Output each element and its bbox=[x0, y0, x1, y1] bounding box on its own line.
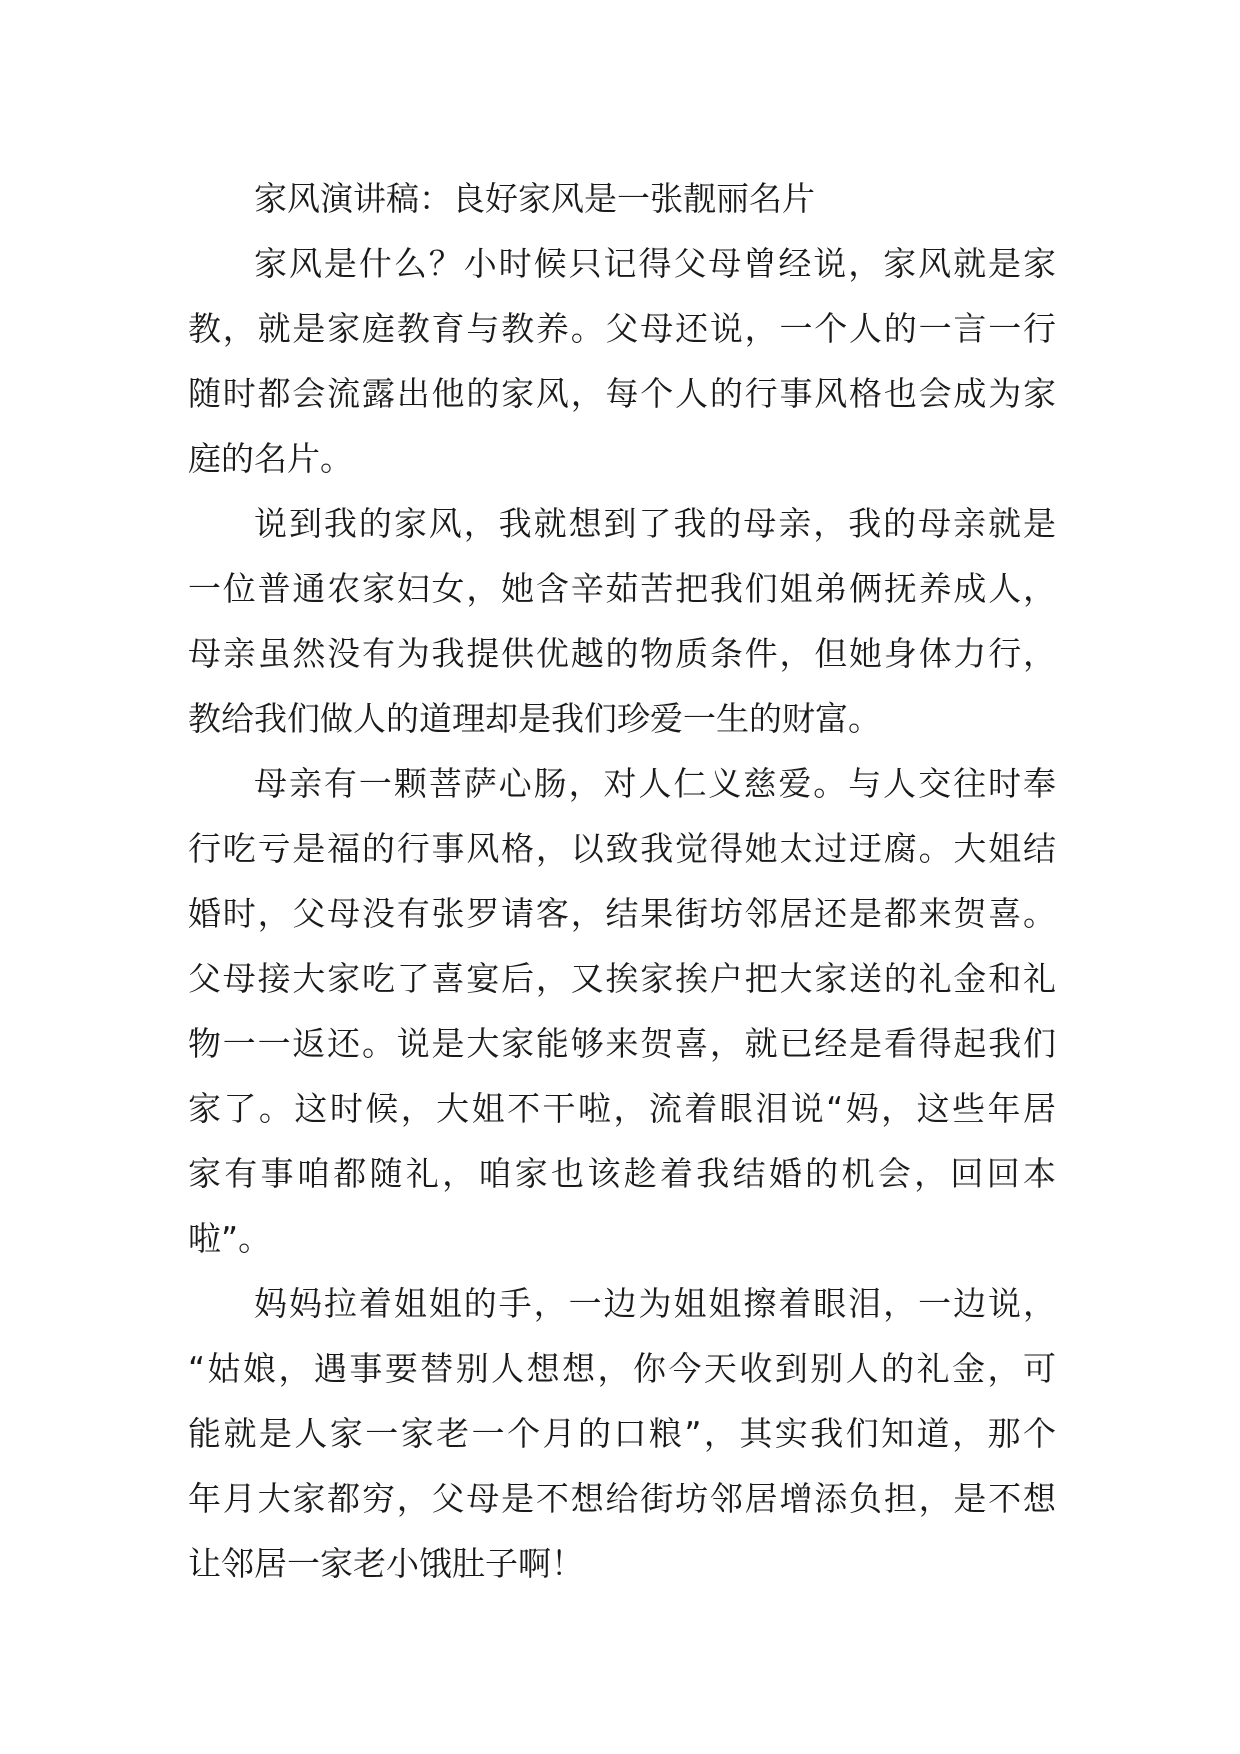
paragraph-line: 家了。这时候，大姐不干啦，流着眼泪说“妈，这些年居 bbox=[188, 1089, 1056, 1128]
paragraph-line: 家风是什么？小时候只记得父母曾经说，家风就是家 bbox=[254, 244, 1056, 283]
paragraph-line: “姑娘，遇事要替别人想想，你今天收到别人的礼金，可 bbox=[188, 1349, 1056, 1388]
paragraph-line: 说到我的家风，我就想到了我的母亲，我的母亲就是 bbox=[254, 504, 1056, 543]
paragraph-line: 物一一返还。说是大家能够来贺喜，就已经是看得起我们 bbox=[188, 1024, 1056, 1063]
paragraph-line: 教，就是家庭教育与教养。父母还说，一个人的一言一行 bbox=[188, 309, 1056, 348]
paragraph-line: 随时都会流露出他的家风，每个人的行事风格也会成为家 bbox=[188, 374, 1056, 413]
paragraph-1 bbox=[188, 231, 1056, 491]
paragraph-3 bbox=[188, 751, 1056, 1271]
paragraph-line: 父母接大家吃了喜宴后，又挨家挨户把大家送的礼金和礼 bbox=[188, 959, 1056, 998]
paragraph-line: 教给我们做人的道理却是我们珍爱一生的财富。 bbox=[188, 699, 881, 738]
paragraph-line: 母亲虽然没有为我提供优越的物质条件，但她身体力行， bbox=[188, 634, 1056, 673]
paragraph-line: 年月大家都穷，父母是不想给街坊邻居增添负担，是不想 bbox=[188, 1479, 1056, 1518]
document-title: 家风演讲稿：良好家风是一张靓丽名片 bbox=[254, 179, 815, 218]
paragraph-line: 一位普通农家妇女，她含辛茹苦把我们姐弟俩抚养成人， bbox=[188, 569, 1056, 608]
paragraph-line: 让邻居一家老小饿肚子啊！ bbox=[188, 1544, 584, 1583]
paragraph-line: 母亲有一颗菩萨心肠，对人仁义慈爱。与人交往时奉 bbox=[254, 764, 1056, 803]
paragraph-4 bbox=[188, 1271, 1056, 1596]
paragraph-line: 妈妈拉着姐姐的手，一边为姐姐擦着眼泪，一边说， bbox=[254, 1284, 1056, 1323]
paragraph-line: 啦”。 bbox=[188, 1219, 272, 1258]
document-body bbox=[188, 166, 1056, 1596]
paragraph-line: 婚时，父母没有张罗请客，结果街坊邻居还是都来贺喜。 bbox=[188, 894, 1056, 933]
paragraph-2 bbox=[188, 491, 1056, 751]
paragraph-line: 家有事咱都随礼，咱家也该趁着我结婚的机会，回回本 bbox=[188, 1154, 1056, 1193]
paragraph-line: 行吃亏是福的行事风格，以致我觉得她太过迂腐。大姐结 bbox=[188, 829, 1056, 868]
paragraph-line: 能就是人家一家老一个月的口粮”，其实我们知道，那个 bbox=[188, 1414, 1056, 1453]
paragraph-line: 庭的名片。 bbox=[188, 439, 353, 478]
